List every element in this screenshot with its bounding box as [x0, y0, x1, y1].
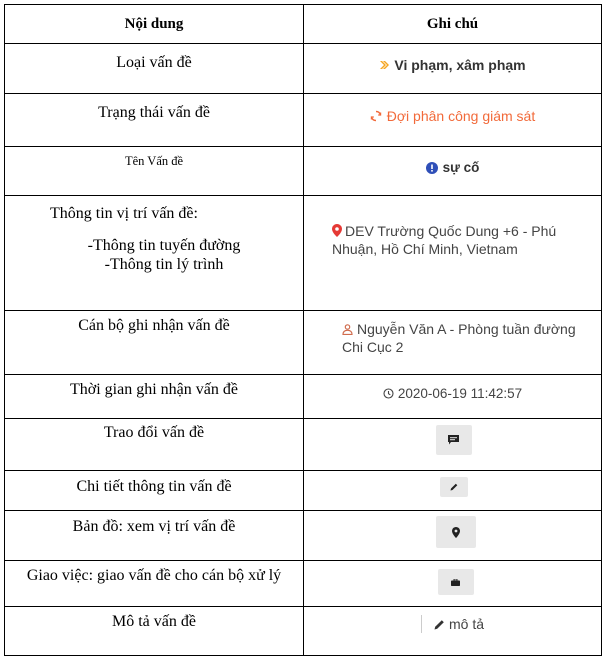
history-icon: [383, 388, 394, 399]
row-map: [5, 511, 602, 561]
header-content: Nội dung: [5, 5, 304, 44]
location-sub-route: -Thông tin tuyến đường: [87, 237, 241, 254]
edit-detail-button[interactable]: [440, 477, 468, 497]
recorded-time-value: 2020-06-19 11:42:57: [383, 386, 522, 401]
header-notes: Ghi chú: [304, 5, 602, 44]
row-detail: [5, 471, 602, 511]
info-icon: [426, 162, 438, 174]
pencil-icon: [450, 483, 458, 491]
reporter-label: Cán bộ ghi nhận vấn đề: [78, 317, 230, 334]
double-chevron-right-icon: [379, 60, 389, 70]
briefcase-icon: [451, 579, 460, 586]
row-issue-status: [5, 94, 602, 147]
row-reporter: [5, 311, 602, 375]
header-row: [5, 5, 602, 44]
person-icon: [342, 324, 353, 335]
issue-status-value: Đợi phân công giám sát: [370, 108, 535, 124]
row-issue-type: [5, 44, 602, 94]
row-location: [5, 196, 602, 311]
issue-status-label: Trạng thái vấn đề: [98, 104, 210, 121]
location-label: Thông tin vị trí vấn đề:: [50, 205, 198, 222]
view-map-button[interactable]: [436, 516, 476, 548]
divider: [421, 615, 422, 633]
assign-label: Giao việc: giao vấn đề cho cán bộ xử lý: [26, 567, 282, 584]
location-sub-milestone: -Thông tin lý trình: [104, 256, 224, 273]
recorded-time-label: Thời gian ghi nhận vấn đề: [70, 381, 238, 398]
reporter-value: Nguyễn Văn A - Phòng tuần đường Chi Cục 2: [342, 321, 576, 355]
sync-icon: [370, 110, 382, 122]
row-issue-name: [5, 147, 602, 196]
location-pin-icon: [452, 527, 460, 538]
row-recorded-time: [5, 375, 602, 419]
detail-label: Chi tiết thông tin vấn đề: [76, 478, 232, 495]
chat-icon: [448, 435, 459, 445]
discuss-button[interactable]: [436, 425, 472, 455]
issue-type-label: Loại vấn đề: [116, 54, 192, 71]
location-value: DEV Trường Quốc Dung +6 - Phú Nhuận, Hồ Chí Minh, Vietnam: [332, 223, 557, 257]
discuss-label: Trao đổi vấn đề: [103, 424, 205, 441]
row-discuss: [5, 419, 602, 471]
issue-name-value: sự cố: [426, 160, 480, 175]
row-description: [5, 607, 602, 656]
assign-task-button[interactable]: [438, 569, 474, 595]
issue-type-value: Vi phạm, xâm phạm: [379, 57, 525, 73]
issue-info-table: [4, 4, 602, 656]
map-label: Bản đồ: xem vị trí vấn đề: [72, 518, 236, 535]
pencil-icon: [434, 619, 445, 630]
description-label: Mô tả vấn đề: [112, 613, 196, 630]
description-value[interactable]: mô tả: [421, 615, 484, 633]
issue-name-label: Tên Vấn đề: [124, 154, 184, 168]
map-pin-icon: [332, 224, 342, 237]
row-assign: [5, 561, 602, 607]
